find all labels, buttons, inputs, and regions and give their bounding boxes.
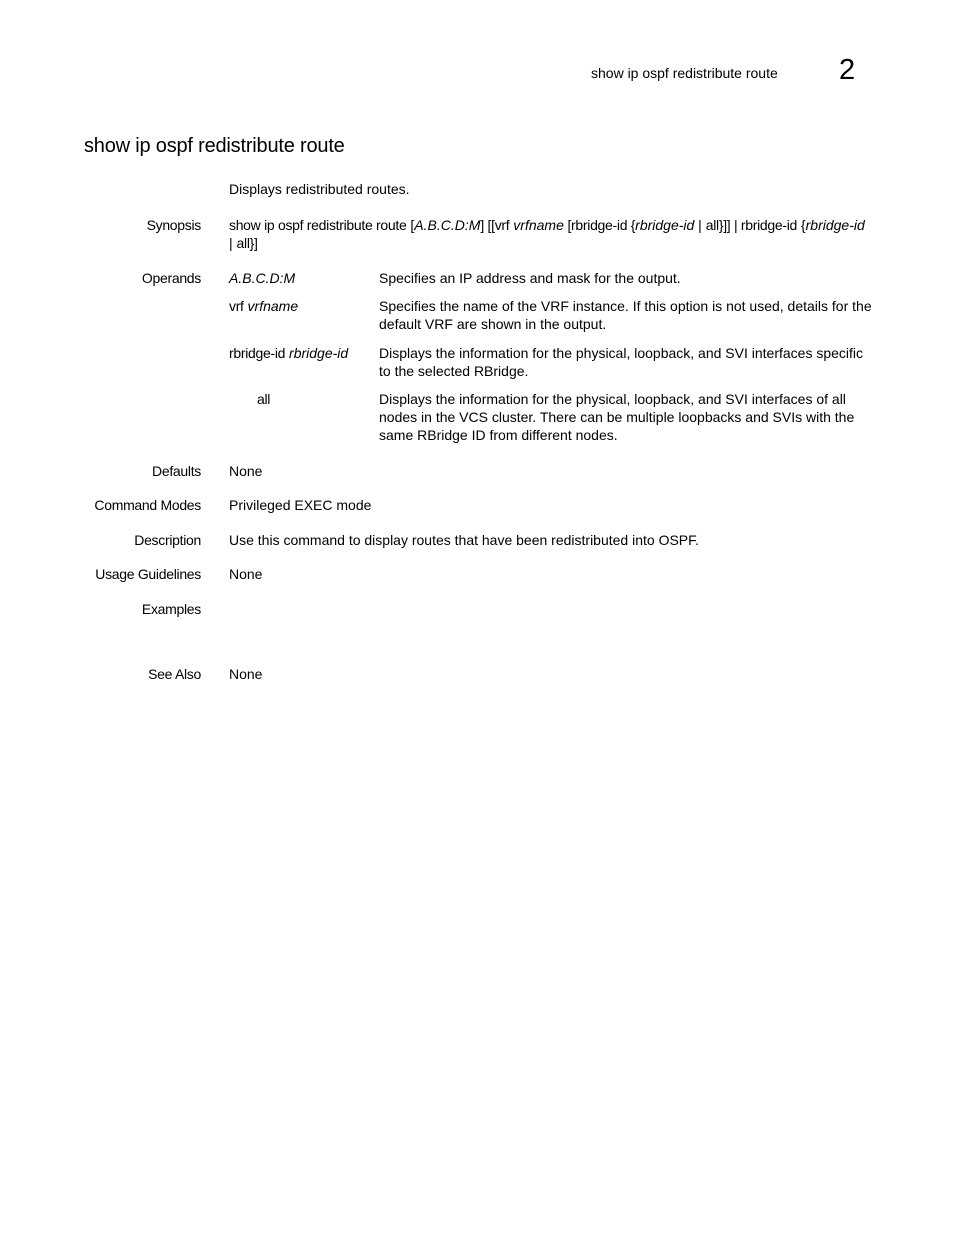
operand-arg: vrfname <box>247 298 299 314</box>
synopsis-arg: rbridge-id <box>635 217 695 233</box>
operand-keyword: vrf <box>229 298 244 314</box>
synopsis-keyword: all <box>705 217 719 233</box>
synopsis-part: [ <box>563 217 572 233</box>
operand-description: Displays the information for the physical, loopback, and SVI interfaces of all nodes in the VCS cluster. There can be multiple loopbacks and SVIs with the same RBridge ID from different nodes. <box>379 391 855 443</box>
synopsis-arg: rbridge-id <box>805 217 865 233</box>
running-header-title: show ip ospf redistribute route <box>591 65 778 81</box>
synopsis-keyword: rbridge-id <box>740 217 798 233</box>
synopsis-part: }] <box>249 235 258 251</box>
examples-label: Examples <box>141 601 201 617</box>
synopsis-part: { <box>627 217 636 233</box>
operand-term: A.B.C.D:M <box>229 270 296 286</box>
synopsis-keyword: vrf <box>494 217 510 233</box>
synopsis-part: | <box>229 235 237 251</box>
operand-arg: rbridge-id <box>289 345 349 361</box>
see-also-value: None <box>229 666 263 682</box>
operand-description: Specifies an IP address and mask for the output. <box>379 270 681 286</box>
operand-description: Specifies the name of the VRF instance. If this option is not used, details for the default VRF are shown in the output. <box>379 298 872 332</box>
page-title: show ip ospf redistribute route <box>84 135 345 157</box>
description-value: Use this command to display routes that have been redistributed into OSPF. <box>229 532 700 548</box>
usage-guidelines-value: None <box>229 566 263 582</box>
description-label: Description <box>134 532 201 548</box>
synopsis-part: [ <box>406 217 415 233</box>
synopsis-arg: A.B.C.D:M <box>414 217 481 233</box>
command-modes-value: Privileged EXEC mode <box>229 497 372 513</box>
operand-term <box>229 297 298 315</box>
synopsis-arg: vrfname <box>513 217 564 233</box>
operand-term <box>229 344 348 362</box>
synopsis-command: show ip ospf redistribute route <box>229 217 407 233</box>
chapter-number: 2 <box>839 54 856 86</box>
synopsis-keyword: all <box>236 235 250 251</box>
synopsis-part: ] [[ <box>480 217 495 233</box>
command-modes-label: Command Modes <box>94 497 201 513</box>
synopsis-text <box>229 216 869 252</box>
defaults-label: Defaults <box>152 463 201 479</box>
synopsis-part: | <box>694 217 706 233</box>
summary-text: Displays redistributed routes. <box>229 181 410 197</box>
synopsis-part: }]] | <box>718 217 741 233</box>
defaults-value: None <box>229 463 263 479</box>
operand-keyword: rbridge-id <box>229 345 286 361</box>
usage-guidelines-label: Usage Guidelines <box>95 566 201 582</box>
synopsis-part: { <box>797 217 806 233</box>
operand-description: Displays the information for the physical, loopback, and SVI interfaces specific to the selected RBridge. <box>379 345 864 379</box>
see-also-label: See Also <box>148 666 201 682</box>
operands-label: Operands <box>141 270 201 286</box>
synopsis-label: Synopsis <box>146 217 201 233</box>
synopsis-keyword: rbridge-id <box>571 217 628 233</box>
operand-keyword: all <box>257 391 271 407</box>
